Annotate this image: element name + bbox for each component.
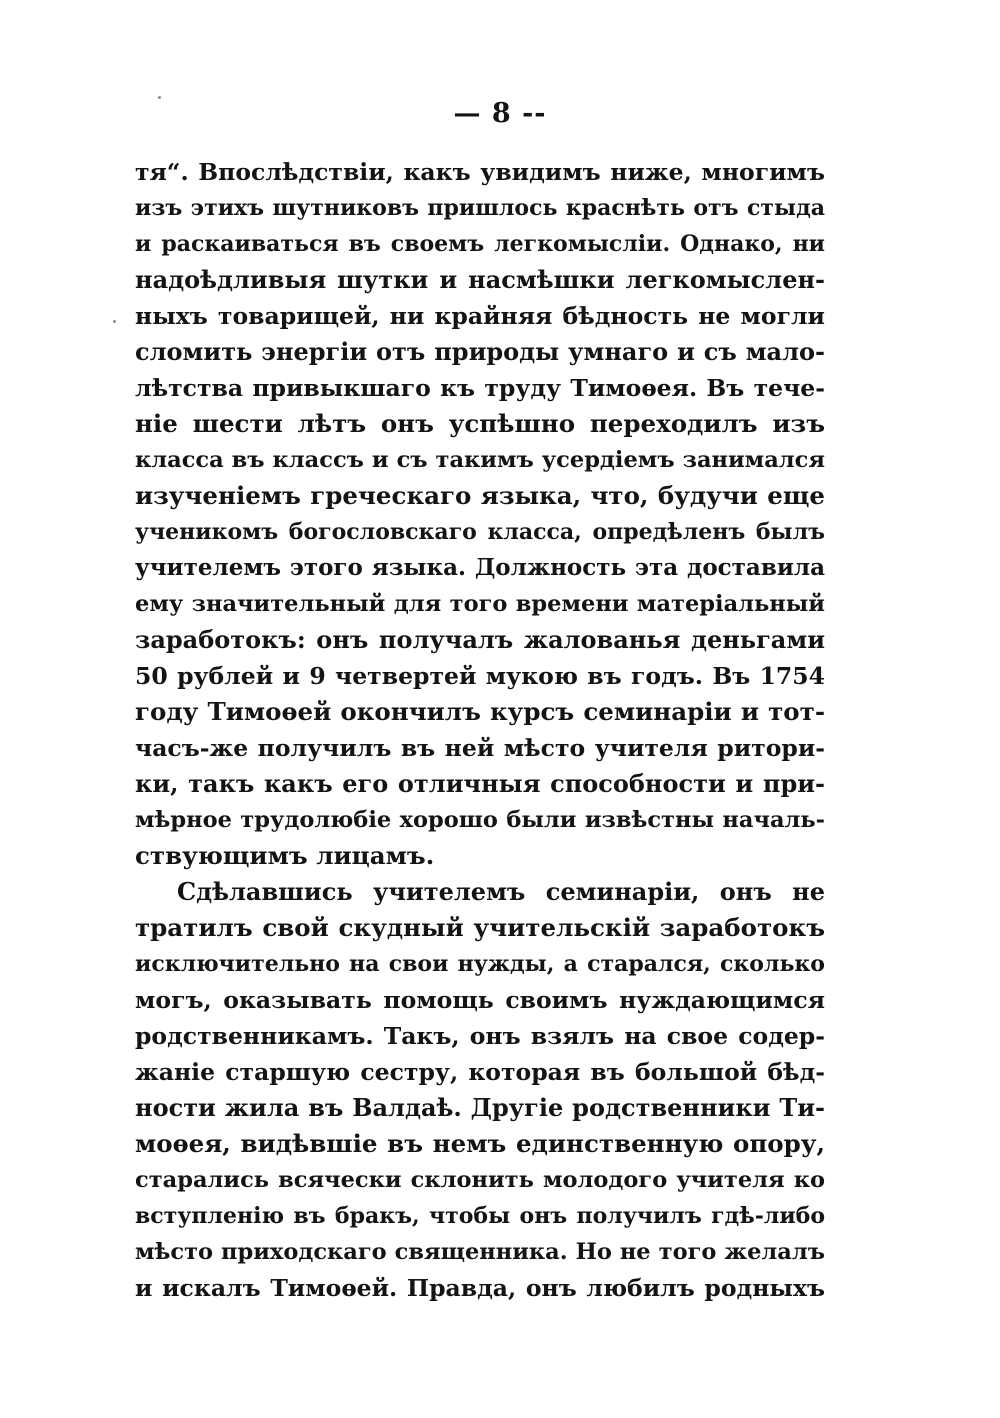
text-line: мѣсто приходскаго священника. Но не того желалъ <box>135 1239 825 1265</box>
text-line: и раскаиваться въ своемъ легкомысліи. Однако, ни <box>135 231 825 257</box>
text-line: заработокъ: онъ получалъ жалованья деньгами <box>135 625 825 654</box>
paragraph <box>135 154 825 874</box>
text-line: изъ этихъ шутниковъ пришлось краснѣть отъ стыда <box>135 195 825 221</box>
text-line: ему значительный для того времени матеріальный <box>135 591 825 617</box>
text-line: ніе шести лѣтъ онъ успѣшно переходилъ изъ <box>135 409 825 438</box>
text-line: старались всячески склонить молодого учителя ко <box>135 1167 825 1193</box>
page-number: — 8 -- <box>453 98 547 129</box>
text-line: тя“. Впослѣдствіи, какъ увидимъ ниже, многимъ <box>135 158 825 186</box>
text-line: часъ-же получилъ въ ней мѣсто учителя ритори- <box>135 734 825 762</box>
text-line: 50 рублей и 9 четвертей мукою въ годъ. Въ 1754 <box>135 662 825 690</box>
text-line: класса въ классъ и съ такимъ усердіемъ занимался <box>135 447 825 473</box>
text-line: тратилъ свой скудный учительскій заработокъ <box>135 913 825 942</box>
text-line: моѳея, видѣвшіе въ немъ единственную опору, <box>135 1129 825 1158</box>
text-line: сломить энергіи отъ природы умнаго и съ мало- <box>135 337 825 366</box>
text-line: исключительно на свои нужды, а старался, сколько <box>135 951 825 977</box>
text-line: учителемъ этого языка. Должность эта доставила <box>135 554 825 581</box>
text-line: ности жила въ Валдаѣ. Другіе родственники Ти- <box>135 1093 825 1122</box>
text-line: жаніе старшую сестру, которая въ большой бѣд- <box>135 1058 825 1086</box>
text-line: лѣтства привыкшаго къ труду Тимоѳея. Въ тече- <box>135 374 825 402</box>
text-line: родственникамъ. Такъ, онъ взялъ на свое содер- <box>135 1022 825 1050</box>
text-line: году Тимоѳей окончилъ курсъ семинаріи и тот- <box>135 697 825 726</box>
text-line: ствующимъ лицамъ. <box>135 841 435 870</box>
ink-speck <box>113 320 116 323</box>
text-line: могъ, оказывать помощь своимъ нуждающимся <box>135 986 825 1014</box>
text-line: вступленію въ бракъ, чтобы онъ получилъ гдѣ-либо <box>135 1203 825 1229</box>
paragraph <box>135 874 825 1306</box>
text-line: Сдѣлавшись учителемъ семинаріи, онъ не <box>177 877 825 906</box>
text-line: и искалъ Тимоѳей. Правда, онъ любилъ родныхъ <box>135 1274 825 1302</box>
text-line: мѣрное трудолюбіе хорошо были извѣстны началь- <box>135 807 825 833</box>
text-line: изученіемъ греческаго языка, что, будучи еще <box>135 481 825 510</box>
text-line: ныхъ товарищей, ни крайняя бѣдность не могли <box>135 302 825 330</box>
text-line: надоѣдливыя шутки и насмѣшки легкомыслен- <box>135 265 825 294</box>
text-line: ки, такъ какъ его отличныя способности и при- <box>135 769 825 798</box>
text-line: ученикомъ богословскаго класса, опредѣленъ былъ <box>135 519 825 545</box>
